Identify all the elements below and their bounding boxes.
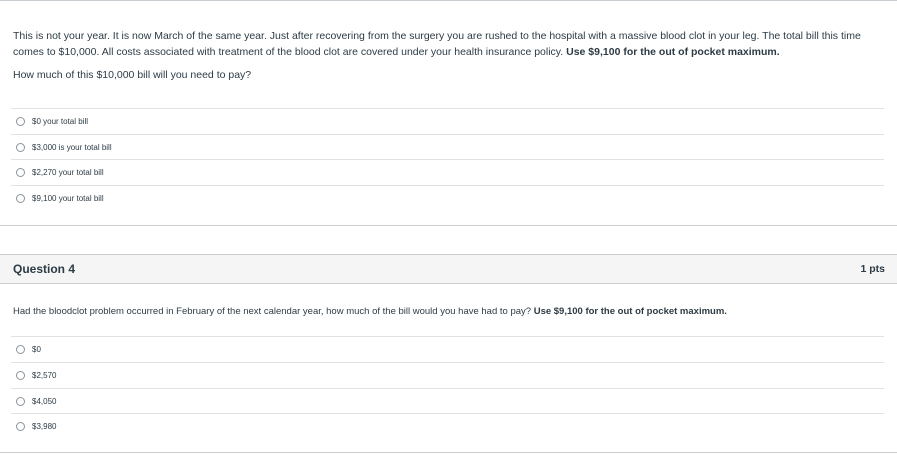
- question-points: 1 pts: [860, 263, 885, 275]
- answer-option[interactable]: [11, 108, 884, 134]
- question-4-prompt: [13, 306, 727, 317]
- answer-label: $0: [32, 345, 41, 354]
- radio-button[interactable]: [16, 143, 25, 152]
- answer-option[interactable]: [11, 159, 884, 185]
- bottom-divider: [0, 452, 897, 453]
- question-separator: [0, 225, 897, 226]
- question-4-prompt-emphasis: Use $9,100 for the out of pocket maximum.: [533, 306, 727, 317]
- answer-option[interactable]: [11, 362, 884, 388]
- answer-option[interactable]: [11, 185, 884, 211]
- answer-option[interactable]: [11, 388, 884, 414]
- answer-label: $9,100 your total bill: [32, 194, 104, 203]
- answer-label: $0 your total bill: [32, 117, 89, 126]
- question-3-ask: How much of this $10,000 bill will you need to pay?: [13, 69, 252, 81]
- question-title: Question 4: [13, 262, 76, 276]
- question-3-prompt-emphasis: Use $9,100 for the out of pocket maximum.: [566, 46, 780, 58]
- question-4-header: [0, 254, 897, 284]
- answer-label: $2,270 your total bill: [32, 168, 104, 177]
- question-3-prompt-text: This is not your year. It is now March of the same year. Just after recovering from the surgery you are rushed to the hospital with a massive blood clot in your leg. The total bill this time comes to $10,000. All costs associated with treatment of the blood clot are covered under your health insurance policy.: [13, 30, 861, 58]
- radio-button[interactable]: [16, 397, 25, 406]
- top-divider: [0, 0, 897, 1]
- answer-option[interactable]: [11, 336, 884, 362]
- answer-label: $2,570: [32, 371, 57, 380]
- radio-button[interactable]: [16, 194, 25, 203]
- radio-button[interactable]: [16, 168, 25, 177]
- question-3-prompt: [13, 28, 888, 60]
- radio-button[interactable]: [16, 345, 25, 354]
- radio-button[interactable]: [16, 371, 25, 380]
- answer-option[interactable]: [11, 134, 884, 160]
- answer-label: $3,000 is your total bill: [32, 143, 112, 152]
- radio-button[interactable]: [16, 422, 25, 431]
- radio-button[interactable]: [16, 117, 25, 126]
- answer-label: $3,980: [32, 422, 57, 431]
- question-4-prompt-text: Had the bloodclot problem occurred in February of the next calendar year, how much of the bill would you have had to pay?: [13, 306, 534, 317]
- answer-label: $4,050: [32, 397, 57, 406]
- answer-option[interactable]: [11, 413, 884, 439]
